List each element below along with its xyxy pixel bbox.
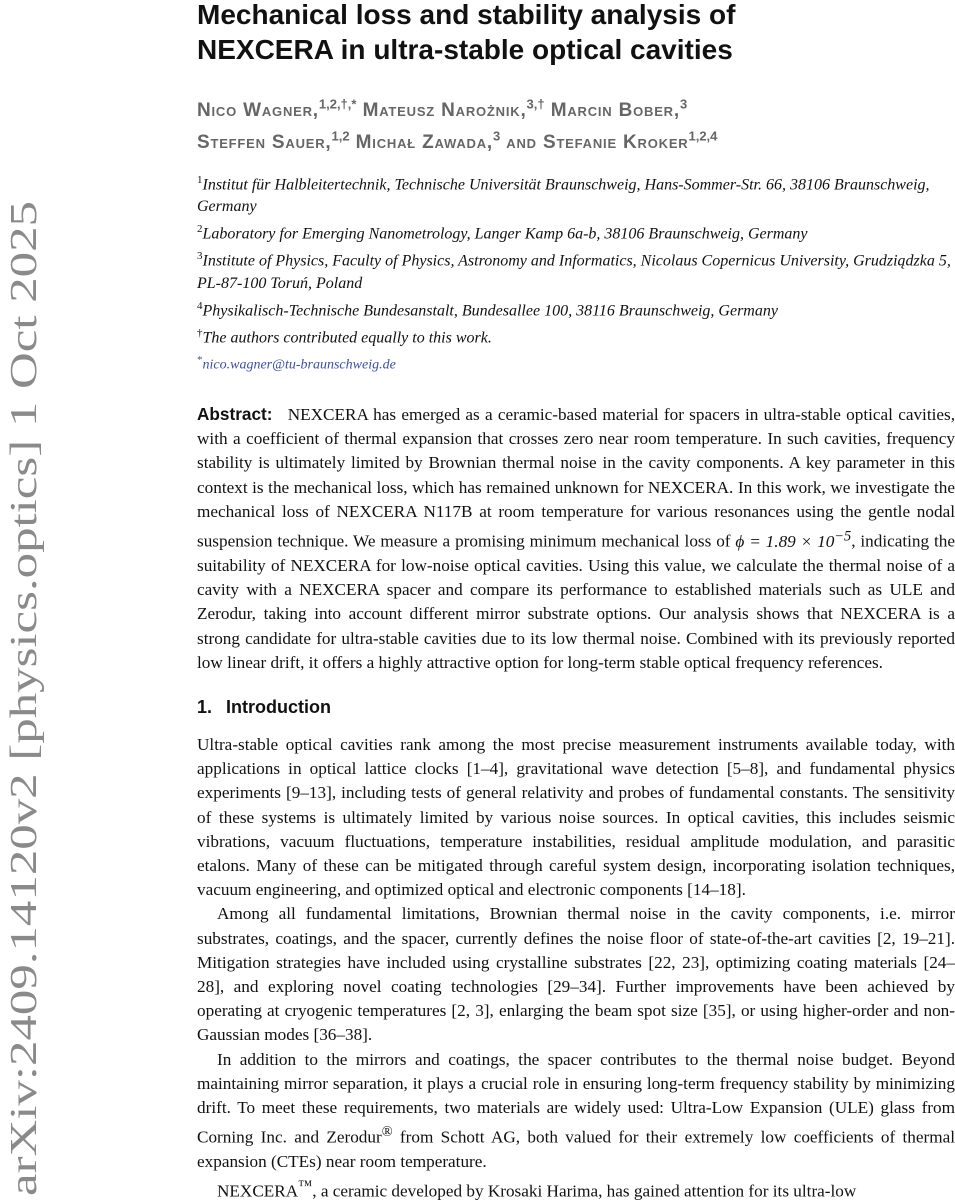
affiliation-list <box>197 169 955 377</box>
section-number: 1. <box>197 696 213 717</box>
affiliation: $^2$Laboratory for Emerging Nanometrology, Langer Kamp 6a-b, 38106 Braunschweig, Germany <box>197 222 808 243</box>
paragraph: In addition to the mirrors and coatings, the spacer contributes to the thermal noise budget. Beyond maintaining mirror separation, it plays a crucial role in ensuring long-term frequency stability by minimizing drift. To meet these requirements, two materials are widely used: Ultra-Low Expansion (ULE) glass from Corning Inc. and Zerodur® from Schott AG, both valued for their extremely low coefficients of thermal expansion (CTEs) near room temperature. <box>197 1049 955 1172</box>
author: Mateusz Narożnik,$^{3,\dagger}$ <box>362 97 545 122</box>
arxiv-identifier-stamp <box>0 0 48 1200</box>
arxiv-identifier-text: arXiv:2409.14120v2 [physics.optics] 1 Oct 2025 <box>3 452 45 1196</box>
title-line-2: NEXCERA in ultra-stable optical cavities <box>197 34 733 65</box>
title-line-1: Mechanical loss and stability analysis of <box>197 0 736 30</box>
paragraph: NEXCERA™, a ceramic developed by Krosaki Harima, has gained attention for its ultra-low <box>217 1178 857 1202</box>
section-title: Introduction <box>226 696 331 717</box>
paper-page <box>197 0 955 1204</box>
abstract <box>197 402 955 675</box>
author: and Stefanie Kroker$^{1,2,4}$ <box>506 128 718 153</box>
paragraph: Among all fundamental limitations, Brownian thermal noise in the cavity components, i.e. mirror substrates, coatings, and the spacer, currently defines the noise floor of state-of-the-art cavities [2, 19–21]. Mitigation strategies have included using crystalline substrates [22, 23], optimizing coating materials [24–28], and exploring novel coating technologies [29–34]. Further improvements have been achieved by operating at cryogenic temperatures [2, 3], enlarging the beam spot size [35], or using higher-order and non-Gaussian modes [36–38]. <box>197 904 955 1045</box>
abstract-label: Abstract: <box>197 403 273 424</box>
affiliation: $^4$Physikalisch-Technische Bundesanstalt, Bundesallee 100, 38116 Braunschweig, Germany <box>197 299 778 319</box>
abstract-text-part2: , indicating the suitability of NEXCERA for low-noise optical cavities. Using this value, we calculate the thermal noise of a cavity with a NEXCERA spacer and compare its performance to established materials such as ULE and Zerodur, taking into account different mirror substrate options. Our analysis shows that NEXCERA is a strong candidate for ultra-stable cavities due to its low thermal noise. Combined with its previously reported low linear drift, it offers a highly attractive option for long-term stable optical frequency references. <box>197 531 955 672</box>
author: Michał Zawada,$^3$ <box>355 128 501 153</box>
paper-title <box>197 0 955 67</box>
abstract-text-part1: NEXCERA has emerged as a ceramic-based material for spacers in ultra-stable optical cavities, with a coefficient of thermal expansion that crosses zero near room temperature. In such cavities, frequency stability is ultimately limited by Brownian thermal noise in the cavity components. A key parameter in this context is the mechanical loss, which has remained unknown for NEXCERA. In this work, we investigate the mechanical loss of NEXCERA N117B at room temperature for various resonances using the gentle nodal suspension technique. We measure a promising minimum mechanical loss of <box>197 404 955 551</box>
author: Marcin Bober,$^3$ <box>550 97 688 122</box>
introduction-body <box>197 733 955 1204</box>
equal-contribution-note: †The authors contributed equally to this work. <box>197 326 492 347</box>
affiliation: $^1$Institut für Halbleitertechnik, Technische Universität Braunschweig, Hans-Sommer-Str. 66, 38106 Braunschweig, Germany <box>197 173 930 215</box>
corresponding-email-link[interactable]: *nico.wagner@tu-braunschweig.de <box>197 354 396 373</box>
author: Nico Wagner,$^{1,2,\dagger,*}$ <box>197 97 357 122</box>
paragraph: Ultra-stable optical cavities rank among the most precise measurement instruments available today, with applications in optical lattice clocks [1–4], gravitational wave detection [5–8], and fundamental physics experiments [9–13], including tests of general relativity and probes of fundamental constants. The sensitivity of these systems is ultimately limited by various noise sources. In optical cavities, this includes seismic vibrations, vacuum fluctuations, temperature instabilities, residual amplitude modulation, and parasitic etalons. Many of these can be mitigated through careful system design, incorporating isolation techniques, vacuum engineering, and optimized optical and electronic components [14–18]. <box>197 734 955 900</box>
author: Steffen Sauer,$^{1,2}$ <box>197 128 350 153</box>
mechanical-loss-value: $\phi = 1.89 \times 10^{-5}$ <box>735 527 852 551</box>
author-list <box>197 92 955 155</box>
section-heading-introduction <box>197 697 955 718</box>
affiliation: $^3$Institute of Physics, Faculty of Physics, Astronomy and Informatics, Nicolaus Copernicus University, Grudziądzka 5, PL-87-100 Toruń, Poland <box>197 250 951 292</box>
